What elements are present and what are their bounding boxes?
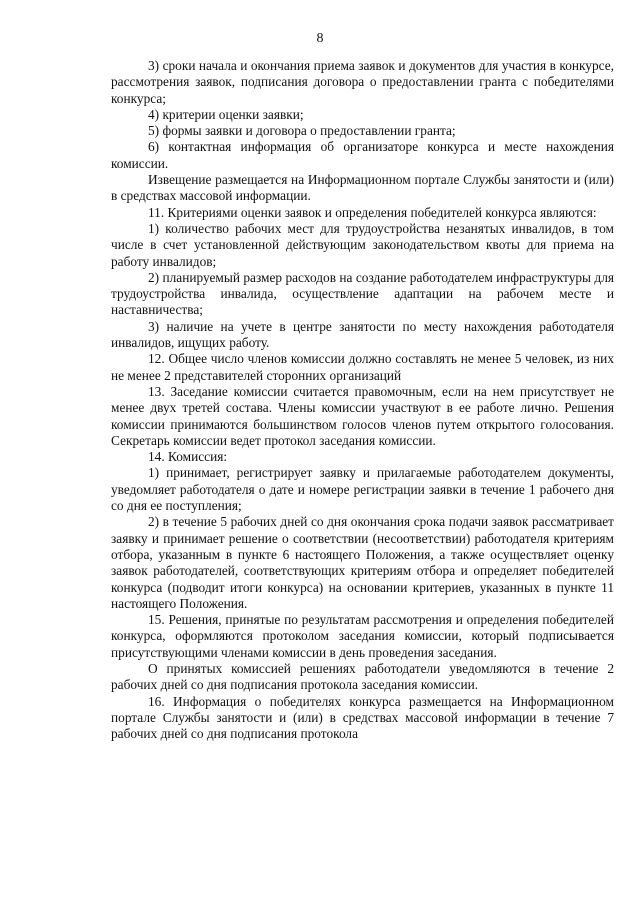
paragraph-commission-duty-2: 2) в течение 5 рабочих дней со дня окончания срока подачи заявок рассматривает заявку и принимает решение о соответствии (несоответствии) работодателя критериям отбора, указанным в пункте 6 настоящего Положения, а также осуществляет оценку заявок работодателей, соответствующих критериям отбора и определяет победителей конкурса (подводит итоги конкурса) на основании критериев, указанных в пункте 11 настоящего Положения. bbox=[111, 514, 614, 611]
paragraph-item-6-contacts: 6) контактная информация об организаторе конкурса и месте нахождения комиссии. bbox=[111, 139, 614, 171]
paragraph-criterion-2: 2) планируемый размер расходов на создание работодателем инфраструктуры для трудоустройства инвалида, осуществление адаптации на рабочем месте и наставничества; bbox=[111, 269, 614, 318]
paragraph-criterion-3: 3) наличие на учете в центре занятости по месту нахождения работодателя инвалидов, ищущих работу. bbox=[111, 318, 614, 351]
paragraph-item-5-forms: 5) формы заявки и договора о предоставлении гранта; bbox=[148, 123, 456, 139]
paragraph-item-4-criteria: 4) критерии оценки заявки; bbox=[148, 106, 304, 122]
paragraph-item-3-deadlines: 3) сроки начала и окончания приема заявок и документов для участия в конкурсе, рассмотрения заявок, подписания договора о предоставлении гранта с победителями конкурса; bbox=[111, 58, 614, 106]
paragraph-section-16: 16. Информация о победителях конкурса размещается на Информационном портале Службы занятости и (или) в средствах массовой информации в течение 7 рабочих дней со дня подписания протокола bbox=[111, 693, 614, 742]
paragraph-notification: О принятых комиссией решениях работодатели уведомляются в течение 2 рабочих дней со дня подписания протокола заседания комиссии. bbox=[111, 660, 614, 693]
paragraph-criterion-1: 1) количество рабочих мест для трудоустройства незанятых инвалидов, в том числе в счет установленной действующим законодательством квоты для приема на работу инвалидов; bbox=[111, 220, 614, 269]
paragraph-section-14: 14. Комиссия: bbox=[148, 449, 228, 465]
paragraph-section-11: 11. Критериями оценки заявок и определения победителей конкурса являются: bbox=[148, 204, 597, 220]
paragraph-commission-duty-1: 1) принимает, регистрирует заявку и прилагаемые работодателем документы, уведомляет работодателя о дате и номере регистрации заявки в течение 1 рабочего дня со дня ее поступления; bbox=[111, 465, 614, 514]
paragraph-section-15: 15. Решения, принятые по результатам рассмотрения и определения победителей конкурса, оформляются протоколом заседания комиссии, который подписывается присутствующими членами комиссии в день проведения заседания. bbox=[111, 612, 614, 660]
paragraph-notice-publication: Извещение размещается на Информационном портале Службы занятости и (или) в средствах массовой информации. bbox=[111, 172, 614, 204]
page-number: 8 bbox=[316, 31, 324, 46]
paragraph-section-12: 12. Общее число членов комиссии должно составлять не менее 5 человек, из них не менее 2 представителей сторонних организаций bbox=[111, 351, 614, 383]
document-body bbox=[111, 58, 614, 742]
paragraph-section-13: 13. Заседание комиссии считается правомочным, если на нем присутствует не менее двух третей состава. Члены комиссии участвуют в ее работе лично. Решения комиссии принимаются большинством голосов членов путем открытого голосования. Секретарь комиссии ведет протокол заседания комиссии. bbox=[111, 383, 614, 448]
